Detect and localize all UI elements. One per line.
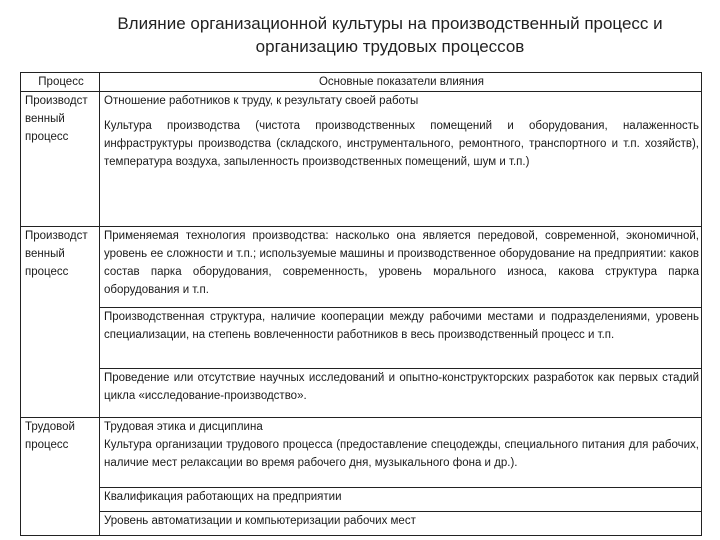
indicator-cell: Производственная структура, наличие кооперации между рабочими местами и подразделениями, уровень специализации, на степень вовлеченности работников в весь производственный процесс и т.п. — [100, 308, 702, 369]
header-process: Процесс — [21, 73, 100, 92]
table-row — [21, 92, 702, 227]
process-cell — [21, 227, 100, 418]
process-line: Трудовой — [25, 421, 75, 433]
indicator-cell: Квалификация работающих на предприятии — [100, 488, 702, 512]
process-line: Производст — [25, 95, 88, 107]
header-indicators: Основные показатели влияния — [100, 73, 702, 92]
header-row — [21, 73, 702, 92]
table-row — [21, 308, 702, 369]
indicator-text: Отношение работников к труду, к результату своей работы — [104, 95, 419, 107]
table-row — [21, 227, 702, 308]
table-row — [21, 512, 702, 536]
page-title — [90, 12, 690, 58]
process-line: процесс — [25, 439, 69, 451]
indicator-text: Трудовая этика и дисциплина — [104, 421, 263, 433]
influence-table — [20, 72, 702, 536]
indicator-cell — [100, 92, 702, 227]
title-line-2: организацию трудовых процессов — [255, 37, 525, 56]
title-line-1: Влияние организационной культуры на производственный процесс и — [117, 14, 663, 33]
indicator-text: Культура организации трудового процесса (предоставление спецодежды, специального питания для рабочих, наличие мест релаксации во время рабочего дня, музыкального фона и др.). — [104, 439, 699, 469]
process-line: венный — [25, 248, 65, 260]
table-row — [21, 418, 702, 488]
indicator-cell: Уровень автоматизации и компьютеризации рабочих мест — [100, 512, 702, 536]
indicator-text: Культура производства (чистота производственных помещений и оборудования, налаженность инфраструктуры производства (складского, инструментального, ремонтного, транспортного и т.п. хозяйств), температура воздуха, запыленность производственных помещений, шум и т.п.) — [104, 120, 699, 168]
indicator-cell: Применяемая технология производства: насколько она является передовой, современной, экономичной, уровень ее сложности и т.п.; используемые машины и производственное оборудование на предприятии: каков состав парка оборудования, современность, уровень морального износа, какова структура парка оборудования и т.п. — [100, 227, 702, 308]
process-cell — [21, 418, 100, 536]
indicator-cell — [100, 418, 702, 488]
process-line: Производст — [25, 230, 88, 242]
process-line: процесс — [25, 131, 69, 143]
table-row — [21, 488, 702, 512]
process-line: процесс — [25, 266, 69, 278]
process-cell — [21, 92, 100, 227]
table-row — [21, 369, 702, 418]
process-line: венный — [25, 113, 65, 125]
indicator-cell: Проведение или отсутствие научных исследований и опытно-конструкторских разработок как первых стадий цикла «исследование-производство». — [100, 369, 702, 418]
